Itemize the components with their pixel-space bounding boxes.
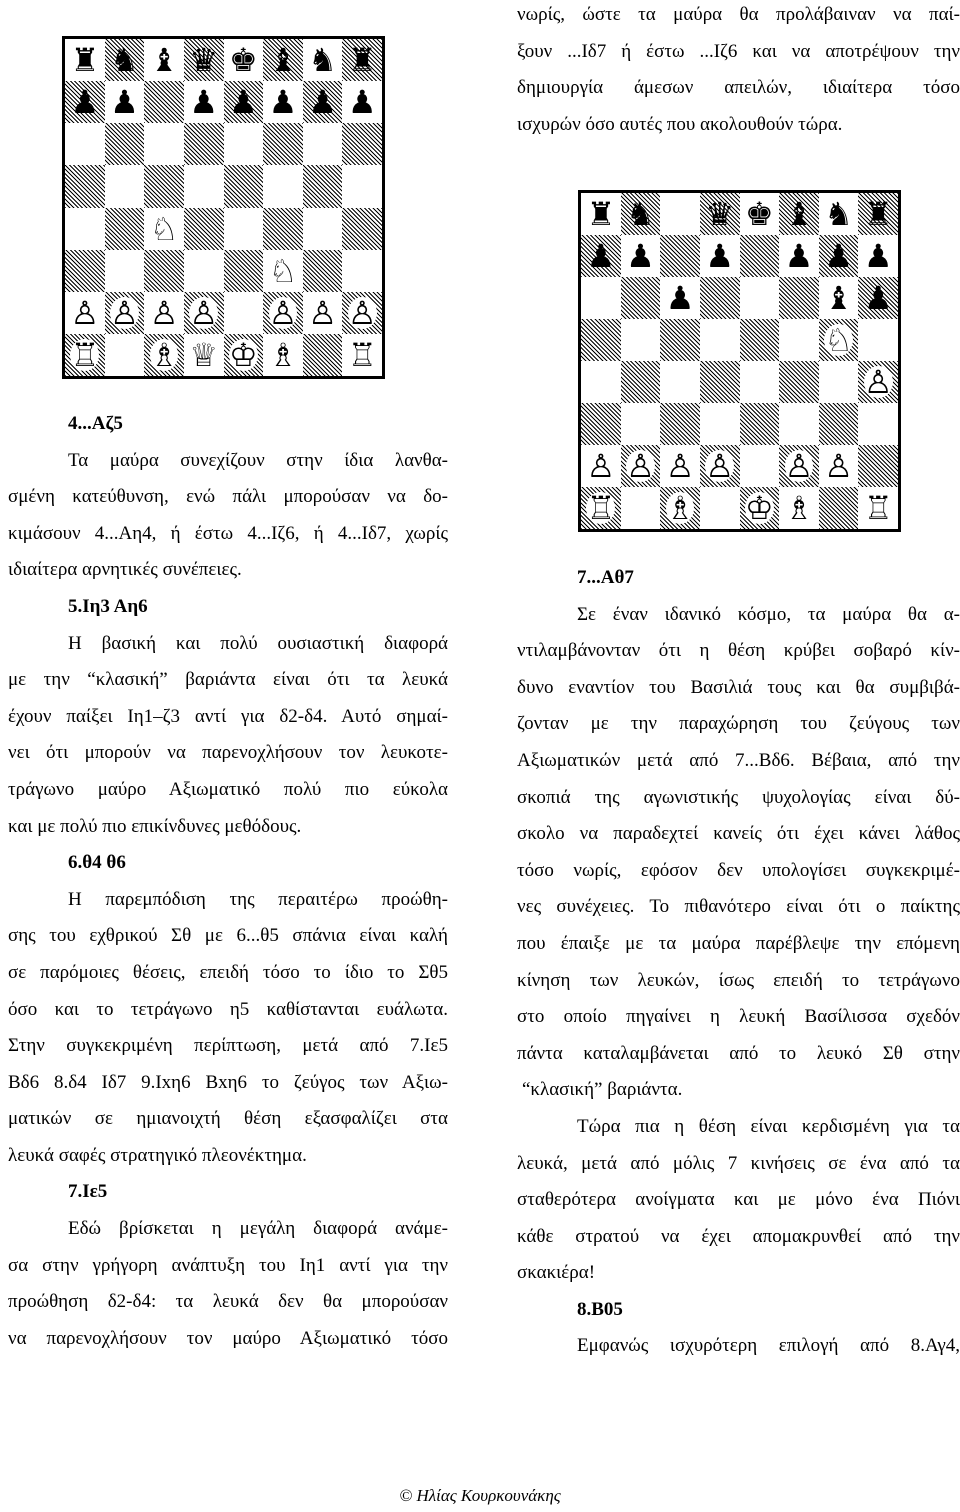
black-pawn-icon: ♟ [863,237,893,275]
board-square [660,235,700,277]
board-square [105,81,145,123]
text-line: νει ότι μπορούν να παρενοχλήσουν τον λευκοτε- [8,742,448,764]
text-line: ντιλαμβάνονταν ότι η θέση κρύβει σοβαρό κίν- [517,640,960,662]
black-pawn-icon: ♟ [824,237,853,275]
board-square [224,250,264,292]
board-square [263,165,303,207]
board-square [342,334,382,376]
black-pawn-icon: ♟ [863,279,893,317]
board-square [65,334,105,376]
board-square [621,235,661,277]
black-pawn-icon: ♟ [189,83,219,122]
board-square [740,235,780,277]
board-square [65,292,105,334]
board-square [263,123,303,165]
board-square [779,319,819,361]
board-square [581,193,621,235]
board-square [144,123,184,165]
white-king-icon: ♔ [744,489,774,527]
black-bishop-icon: ♝ [824,279,853,317]
board-square [105,123,145,165]
board-square [224,123,264,165]
chess-diagram-1 [62,36,385,379]
move-heading: 5.Ιη3 Αη6 [68,595,148,617]
board-square [105,165,145,207]
text-line: Η παρεμπόδιση της περαιτέρω προώθη- [68,888,448,910]
text-line: κάθε στρατού να έχει απομακρυνθεί από την [517,1225,960,1247]
text-line: Εδώ βρίσκεται η μεγάλη διαφορά ανάμε- [68,1218,448,1240]
board-square [621,319,661,361]
board-square [779,235,819,277]
board-square [660,193,700,235]
board-square [224,334,264,376]
board-square [740,403,780,445]
black-pawn-icon: ♟ [228,83,258,122]
board-square [184,39,224,81]
board-square [700,235,740,277]
white-knight-icon: ♘ [824,321,853,359]
black-rook-icon: ♜ [347,41,377,80]
board-square [224,39,264,81]
text-line: έχουν παίξει Ιη1–ζ3 αντί για δ2-δ4. Αυτό σημαί- [8,705,448,727]
white-pawn-icon: ♙ [308,293,337,332]
board-square [65,39,105,81]
board-square [621,403,661,445]
board-square [700,193,740,235]
text-line: με την “κλασική” βαριάντα είναι ότι τα λευκά [8,669,448,691]
black-bishop-icon: ♝ [784,195,814,233]
black-queen-icon: ♛ [705,195,735,233]
board-square [342,292,382,334]
board-square [621,361,661,403]
board-square [303,208,343,250]
board-square [144,81,184,123]
board-square [858,445,898,487]
board-square [660,445,700,487]
board-square [581,403,621,445]
text-line: ισχυρών όσο αυτές που ακολουθούν τώρα. [517,113,843,135]
text-line: κίνηση των λευκών, ίσως επειδή το τετράγωνο [517,969,960,991]
board-square [303,39,343,81]
black-pawn-icon: ♟ [626,237,655,275]
board-square [105,292,145,334]
board-square [819,277,859,319]
board-square [263,208,303,250]
board-square [342,250,382,292]
white-rook-icon: ♖ [586,489,616,527]
board-square [581,445,621,487]
board-square [819,193,859,235]
board-square [224,165,264,207]
text-line: τράγωνο μαύρο Αξιωματικό πολύ πιο εύκολα [8,778,448,800]
board-square [184,208,224,250]
board-square [819,319,859,361]
board-square [779,277,819,319]
black-knight-icon: ♞ [110,41,139,80]
black-bishop-icon: ♝ [149,41,179,80]
text-line: ξουν ...Ιδ7 ή έστω ...Ιζ6 και να αποτρέψουν την [517,40,960,62]
white-pawn-icon: ♙ [824,447,853,485]
board-square [858,235,898,277]
white-bishop-icon: ♗ [149,335,179,374]
white-pawn-icon: ♙ [149,293,179,332]
board-square [819,403,859,445]
white-pawn-icon: ♙ [626,447,655,485]
text-line: σης του εχθρικού Σθ με 6...θ5 σπάνια είναι καλή [8,925,448,947]
white-queen-icon: ♕ [189,335,219,374]
board-square [65,165,105,207]
board-square [144,208,184,250]
board-square [342,39,382,81]
move-heading: 7.Ιε5 [68,1181,108,1203]
board-square [700,319,740,361]
board-square [621,487,661,529]
board-square [224,208,264,250]
board-square [342,208,382,250]
board-square [581,319,621,361]
black-rook-icon: ♜ [70,41,100,80]
board-square [819,445,859,487]
board-square [581,277,621,319]
text-line: στο οποίο πηγαίνει η λευκή Βασίλισσα σχεδόν [517,1006,960,1028]
white-rook-icon: ♖ [347,335,377,374]
board-square [621,193,661,235]
board-square [779,445,819,487]
text-line: Στην συγκεκριμένη περίπτωση, μετά από 7.Ιε5 [8,1035,448,1057]
board-square [144,334,184,376]
board-square [740,319,780,361]
board-square [184,165,224,207]
text-line: σκολο να παραδεχτεί κανείς ότι έχει κάνει λάθος [517,823,960,845]
page-footer: © Ηλίας Κουρκουνάκης [399,1486,561,1505]
white-pawn-icon: ♙ [586,447,616,485]
board-square [184,334,224,376]
black-rook-icon: ♜ [863,195,893,233]
board-square [819,361,859,403]
text-line: δυνο εναντίον του Βασιλιά τους και θα συμβιβά- [517,676,960,698]
text-line: “κλασική” βαριάντα. [522,1079,683,1101]
text-line: δημιουργία άμεσων απειλών, ιδιαίτερα τόσο [517,77,960,99]
board-square [65,208,105,250]
right-column-top [517,0,960,143]
white-rook-icon: ♖ [70,335,100,374]
text-line: όσο και το τετράγωνο η5 καθίστανται ευάλωτα. [8,998,448,1020]
board-square [105,250,145,292]
board-square [858,277,898,319]
board-square [740,193,780,235]
black-knight-icon: ♞ [308,41,337,80]
board-square [224,81,264,123]
board-square [263,334,303,376]
board-square [700,361,740,403]
board-square [263,292,303,334]
board-square [740,445,780,487]
board-square [65,250,105,292]
black-king-icon: ♚ [228,41,258,80]
move-heading: 8.Β05 [577,1298,623,1320]
board-square [660,361,700,403]
black-knight-icon: ♞ [824,195,853,233]
board-square [144,292,184,334]
board-square [660,403,700,445]
board-square [144,165,184,207]
move-heading: 6.θ4 θ6 [68,852,126,874]
text-line: Σε έναν ιδανικό κόσμο, τα μαύρα θα α- [577,603,960,625]
move-heading: 4...Αζ5 [68,413,123,434]
board-square [581,361,621,403]
board-square [342,165,382,207]
board-square [819,235,859,277]
text-line: που έπαιξε με τα μαύρα παρέβλεψε την επόμενη [517,932,960,954]
text-line: τόσο νωρίς, εφόσον δεν υπολογίσει συγκεκριμέ- [517,859,960,881]
board-square [700,445,740,487]
text-line: λευκά, μετά από μόλις 7 κινήσεις σε ένα από τα [517,1152,960,1174]
black-pawn-icon: ♟ [347,83,377,122]
board-square [700,403,740,445]
board-square [303,334,343,376]
board-square [740,277,780,319]
board-square [224,292,264,334]
text-line: Βδ6 8.δ4 Ιδ7 9.Ιxη6 Βxη6 το ζεύγος των Αξιω- [8,1071,448,1093]
board-square [303,165,343,207]
board-square [65,123,105,165]
text-line: σκακιέρα! [517,1262,596,1284]
board-square [779,361,819,403]
text-line: να παρενοχλήσουν τον μαύρο Αξιωματικό τόσο [8,1327,448,1349]
white-pawn-icon: ♙ [189,293,219,332]
text-line: νωρίς, ώστε τα μαύρα θα προλάβαιναν να παί- [517,4,960,25]
white-knight-icon: ♘ [149,209,179,248]
board-square [263,81,303,123]
text-line: ματικών σε ημιανοιχτή θέση εξασφαλίζει στα [8,1108,448,1130]
black-pawn-icon: ♟ [268,83,298,122]
board-square [144,250,184,292]
white-pawn-icon: ♙ [784,447,814,485]
black-king-icon: ♚ [744,195,774,233]
white-pawn-icon: ♙ [110,293,139,332]
board-square [303,250,343,292]
board-square [144,39,184,81]
board-square [105,39,145,81]
board-square [819,487,859,529]
black-queen-icon: ♛ [189,41,219,80]
board-square [858,319,898,361]
black-pawn-icon: ♟ [308,83,337,122]
text-line: Τώρα πια η θέση είναι κερδισμένη για τα [577,1115,960,1137]
black-pawn-icon: ♟ [110,83,139,122]
black-pawn-icon: ♟ [665,279,695,317]
white-pawn-icon: ♙ [347,293,377,332]
text-line: Η βασική και πολύ ουσιαστική διαφορά [68,632,448,654]
board-square [105,208,145,250]
text-line: ιδιαίτερα αρνητικές συνέπειες. [8,559,242,581]
board-square [858,403,898,445]
text-line: ζονταν με την παραχώρηση του ζεύγους των [517,713,960,735]
text-line: σα στην γρήγορη ανάπτυξη του Ιη1 αντί για την [8,1254,448,1276]
board-square [779,193,819,235]
text-line: προώθηση δ2-δ4: τα λευκά δεν θα μπορούσαν [8,1291,448,1313]
board-square [779,403,819,445]
board-square [740,487,780,529]
board-square [581,487,621,529]
board-square [858,487,898,529]
white-king-icon: ♔ [228,335,258,374]
text-line: νες συνέχειες. Το πιθανότερο είναι ότι ο παίκτης [517,896,960,918]
white-pawn-icon: ♙ [268,293,298,332]
board-square [303,81,343,123]
text-line: Εμφανώς ισχυρότερη επιλογή από 8.Αγ4, [577,1335,960,1357]
board-square [65,81,105,123]
board-square [779,487,819,529]
chess-diagram-2 [578,190,901,532]
board-square [858,361,898,403]
white-bishop-icon: ♗ [784,489,814,527]
black-bishop-icon: ♝ [268,41,298,80]
text-line: κιμάσουν 4...Αη4, ή έστω 4...Ιζ6, ή 4...Ιδ7, χωρίς [8,522,448,544]
board-square [342,123,382,165]
board-square [581,235,621,277]
right-column [517,560,960,1365]
text-line: σε παρόμοιες θέσεις, επειδή τόσο το ίδιο το Σθ5 [8,961,448,983]
board-square [303,292,343,334]
white-pawn-icon: ♙ [665,447,695,485]
white-pawn-icon: ♙ [70,293,100,332]
text-line: σταθερότερα ανοίγματα και με μόνο ένα Πιόνι [517,1189,960,1211]
board-square [660,277,700,319]
white-knight-icon: ♘ [268,251,298,290]
text-line: και με πολύ πιο επικίνδυνες μεθόδους. [8,815,302,837]
white-pawn-icon: ♙ [863,363,893,401]
white-rook-icon: ♖ [863,489,893,527]
board-square [263,39,303,81]
board-square [621,445,661,487]
text-line: Αξιωματικών μετά από 7...Βδ6. Βέβαια, από την [517,749,960,771]
black-rook-icon: ♜ [586,195,616,233]
text-line: Τα μαύρα συνεχίζουν στην ίδια λανθα- [68,449,448,471]
black-pawn-icon: ♟ [784,237,814,275]
board-square [342,81,382,123]
text-line: λευκά σαφές στρατηγικό πλεονέκτημα. [8,1144,307,1166]
black-pawn-icon: ♟ [70,83,100,122]
board-square [303,123,343,165]
white-pawn-icon: ♙ [705,447,735,485]
move-heading: 7...Αθ7 [577,567,634,588]
board-square [858,193,898,235]
black-pawn-icon: ♟ [705,237,735,275]
board-square [621,277,661,319]
board-square [184,292,224,334]
board-square [660,319,700,361]
board-square [184,81,224,123]
board-square [740,361,780,403]
board-square [184,123,224,165]
text-line: πάντα καταλαμβάνεται από το λευκό Σθ στην [517,1042,960,1064]
board-square [700,277,740,319]
black-knight-icon: ♞ [626,195,655,233]
board-square [660,487,700,529]
left-column [8,406,448,1357]
board-square [184,250,224,292]
white-bishop-icon: ♗ [268,335,298,374]
board-square [263,250,303,292]
white-bishop-icon: ♗ [665,489,695,527]
text-line: σκοπιά της αγωνιστικής ψυχολογίας είναι δύ- [517,786,960,808]
text-line: σμένη κατεύθυνση, ενώ πάλι μπορούσαν να δο- [8,486,448,508]
board-square [105,334,145,376]
board-square [700,487,740,529]
black-pawn-icon: ♟ [586,237,616,275]
